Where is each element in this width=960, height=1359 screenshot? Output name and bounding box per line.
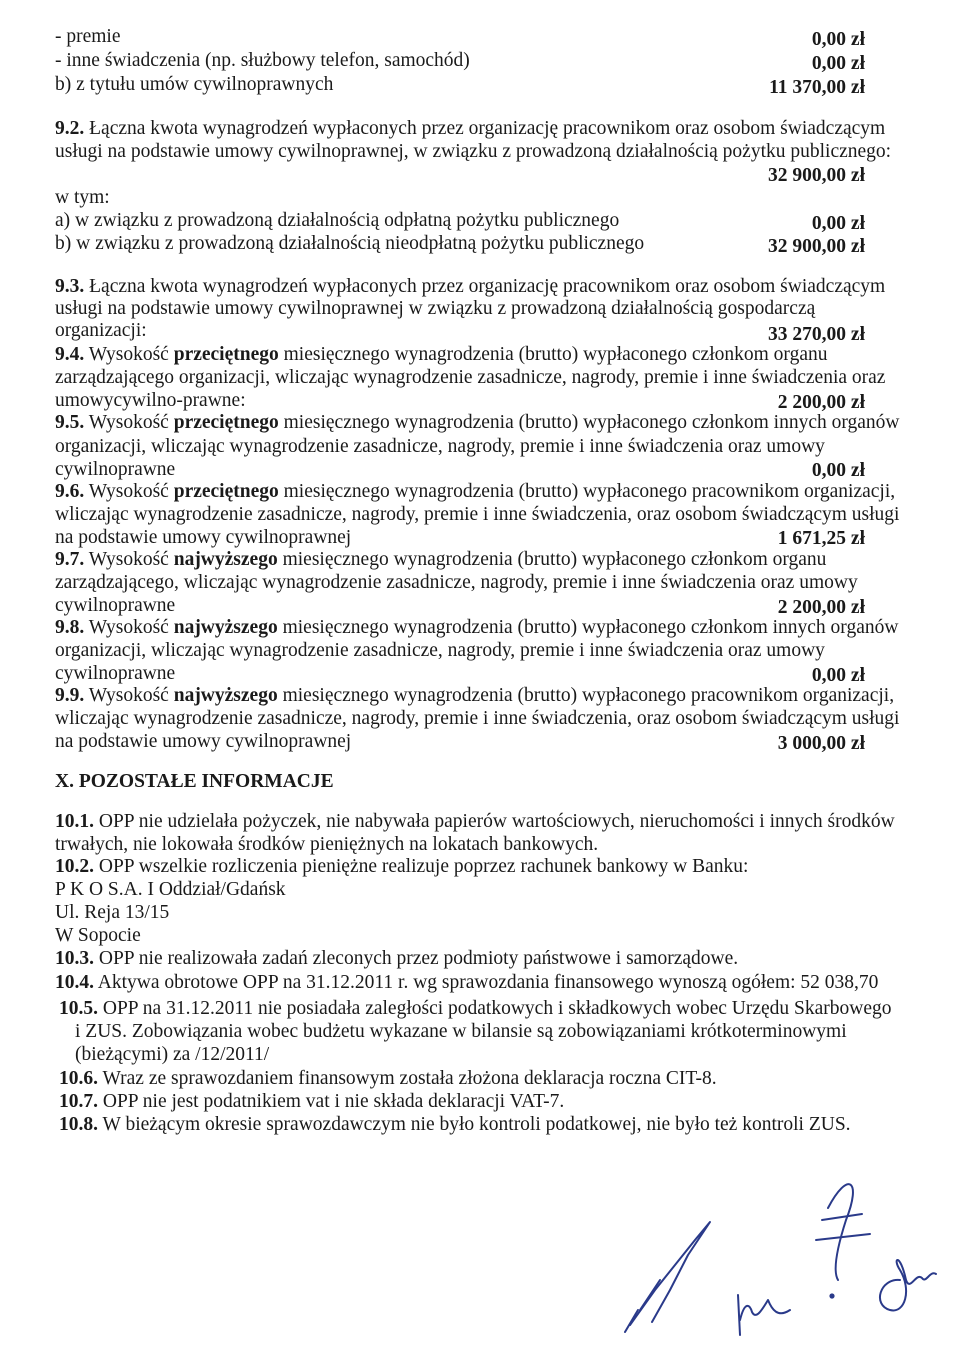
emphasis: przeciętnego (173, 481, 279, 502)
p10-5-line-1 (59, 998, 892, 1020)
section-9-4-amount: 2 200,00 zł (777, 392, 865, 413)
emphasis: najwyższego (173, 685, 278, 706)
text: miesięcznego wynagrodzenia (brutto) wypłaconego członkom organu (278, 344, 828, 365)
p10-5-line-3: (bieżącymi) za /12/2011/ (75, 1044, 270, 1065)
signature-stroke-9 (880, 1260, 936, 1310)
section-9-5-amount: 0,00 zł (811, 460, 865, 481)
signature-stroke-2 (640, 1280, 660, 1310)
section-number: 10.2. (55, 856, 94, 877)
section-number: 9.8. (55, 617, 85, 638)
section-9-2-a-label: a) w związku z prowadzoną działalnością odpłatną pożytku publicznego (55, 210, 620, 231)
section-x-heading: X. POZOSTAŁE INFORMACJE (55, 771, 334, 792)
section-9-3-line-3: organizacji: (55, 320, 147, 341)
section-9-9-line-2: wliczając wynagrodzenie zasadnicze, nagrody, premie i inne świadczenia, oraz osobom świadczącym usługi (55, 708, 900, 729)
section-number: 9.9. (55, 685, 85, 706)
p10-4 (55, 972, 878, 994)
text: OPP na 31.12.2011 nie posiadała zaległości podatkowych i składkowych wobec Urzędu Skarbowego (98, 998, 892, 1019)
umowy-cywilnoprawne-amount: 11 370,00 zł (769, 77, 865, 98)
text: miesięcznego wynagrodzenia (brutto) wypłaconego pracownikom organizacji, (278, 481, 896, 502)
p10-3 (55, 948, 738, 970)
section-9-6-line-3: na podstawie umowy cywilnoprawnej (55, 527, 352, 548)
text: miesięcznego wynagrodzenia (brutto) wypłaconego członkom organu (277, 549, 827, 570)
text: Wraz ze sprawozdaniem finansowym została złożona deklaracja roczna CIT-8. (98, 1068, 717, 1089)
text: Wysokość (84, 549, 174, 570)
section-number: 9.5. (55, 412, 85, 433)
section-9-5-line-1 (55, 412, 900, 434)
section-number: 9.7. (55, 549, 85, 570)
bank-street: Ul. Reja 13/15 (55, 902, 170, 923)
signature-stroke-5 (738, 1295, 740, 1335)
section-9-8-amount: 0,00 zł (811, 665, 865, 686)
section-9-6-line-2: wliczając wynagrodzenie zasadnicze, nagrody, premie i inne świadczenia, oraz osobom świadczącym usługi (55, 504, 900, 525)
p10-1-line-1 (55, 811, 895, 833)
umowy-cywilnoprawne-label: b) z tytułu umów cywilnoprawnych (55, 74, 334, 95)
premie-amount: 0,00 zł (811, 29, 865, 50)
section-9-5-line-2: organizacji, wliczając wynagrodzenie zasadnicze, nagrody, premie i inne świadczenia oraz umowy (55, 436, 825, 457)
signature-stroke-8 (816, 1234, 870, 1240)
text: Wysokość (84, 412, 174, 433)
section-9-8-line-1 (55, 617, 898, 639)
section-number: 9.6. (55, 481, 85, 502)
text: W bieżącym okresie sprawozdawczym nie było kontroli podatkowej, nie było też kontroli ZUS. (98, 1114, 851, 1135)
section-number: 10.4. (55, 972, 94, 993)
text: Wysokość (84, 344, 174, 365)
section-9-6-line-1 (55, 481, 895, 503)
inne-swiadczenia-amount: 0,00 zł (811, 53, 865, 74)
handwritten-signatures (600, 1160, 940, 1350)
text: OPP nie realizowała zadań zleconych przez podmioty państwowe i samorządowe. (94, 948, 739, 969)
signature-dot (830, 1294, 833, 1297)
section-9-2-b-amount: 32 900,00 zł (768, 236, 865, 257)
section-9-9-amount: 3 000,00 zł (777, 733, 865, 754)
p10-5-line-2: i ZUS. Zobowiązania wobec budżetu wykazane w bilansie są zobowiązaniami krótkoterminowymi (75, 1021, 847, 1042)
text: miesięcznego wynagrodzenia (brutto) wypłaconego członkom innych organów (277, 617, 899, 638)
text: Łączna kwota wynagrodzeń wypłaconych przez organizację pracownikom oraz osobom świadczącym (84, 276, 886, 297)
section-number: 10.7. (59, 1091, 98, 1112)
section-number: 10.1. (55, 811, 94, 832)
section-9-2-wtym: w tym: (55, 187, 110, 208)
signature-stroke-3 (625, 1310, 638, 1332)
signature-stroke-4 (740, 1300, 790, 1320)
section-9-9-line-3: na podstawie umowy cywilnoprawnej (55, 731, 352, 752)
section-9-3-amount: 33 270,00 zł (768, 324, 865, 345)
section-9-7-amount: 2 200,00 zł (777, 597, 865, 618)
bank-city: W Sopocie (55, 925, 141, 946)
section-9-5-line-3: cywilnoprawne (55, 459, 176, 480)
text: OPP wszelkie rozliczenia pieniężne realizuje poprzez rachunek bankowy w Banku: (94, 856, 749, 877)
section-9-3-line-2: usługi na podstawie umowy cywilnoprawnej w związku z prowadzoną działalnością gospodarczą (55, 298, 816, 319)
section-number: 10.5. (59, 998, 98, 1019)
text: miesięcznego wynagrodzenia (brutto) wypłaconego członkom innych organów (278, 412, 900, 433)
section-9-7-line-3: cywilnoprawne (55, 595, 176, 616)
text: Łączna kwota wynagrodzeń wypłaconych przez organizację pracownikom oraz osobom świadczącym (84, 118, 886, 139)
section-9-4-line-3: umowycywilno-prawne: (55, 390, 246, 411)
section-9-2-amount: 32 900,00 zł (768, 165, 865, 186)
emphasis: najwyższego (173, 549, 278, 570)
section-9-6-amount: 1 671,25 zł (777, 528, 865, 549)
section-9-4-line-1 (55, 344, 827, 366)
section-9-8-line-3: cywilnoprawne (55, 663, 176, 684)
p10-1-line-2: trwałych, nie lokowała środków pieniężnych na lokatach bankowych. (55, 834, 599, 855)
p10-6 (59, 1068, 717, 1090)
section-9-7-line-2: zarządzającego, wliczając wynagrodzenie zasadnicze, nagrody, premie i inne świadczenia oraz umowy (55, 572, 858, 593)
signature-stroke-7 (822, 1214, 862, 1220)
text: Aktywa obrotowe OPP na 31.12.2011 r. wg sprawozdania finansowego wynoszą ogółem: 52 038,70 (94, 972, 879, 993)
text: OPP nie jest podatnikiem vat i nie składa deklaracji VAT-7. (98, 1091, 565, 1112)
bank-name: P K O S.A. I Oddział/Gdańsk (55, 879, 286, 900)
emphasis: przeciętnego (173, 412, 279, 433)
premie-label: - premie (55, 26, 121, 47)
emphasis: przeciętnego (173, 344, 279, 365)
section-9-8-line-2: organizacji, wliczając wynagrodzenie zasadnicze, nagrody, premie i inne świadczenia oraz umowy (55, 640, 825, 661)
text: Wysokość (84, 685, 174, 706)
section-9-2-line-2: usługi na podstawie umowy cywilnoprawnej, w związku z prowadzoną działalnością pożytku publicznego: (55, 141, 892, 162)
section-9-3-line-1 (55, 276, 885, 298)
p10-8 (59, 1114, 851, 1136)
section-number: 10.8. (59, 1114, 98, 1135)
text: miesięcznego wynagrodzenia (brutto) wypłaconego pracownikom organizacji, (277, 685, 895, 706)
p10-7 (59, 1091, 564, 1113)
inne-swiadczenia-label: - inne świadczenia (np. służbowy telefon, samochód) (55, 50, 470, 71)
text: OPP nie udzielała pożyczek, nie nabywała papierów wartościowych, nieruchomości i innych środków (94, 811, 895, 832)
section-9-2-a-amount: 0,00 zł (811, 213, 865, 234)
section-9-2-b-label: b) w związku z prowadzoną działalnością nieodpłatną pożytku publicznego (55, 233, 645, 254)
text: Wysokość (84, 481, 174, 502)
p10-2-line-1 (55, 856, 748, 878)
emphasis: najwyższego (173, 617, 278, 638)
section-number: 9.3. (55, 276, 85, 297)
signature-stroke-6 (828, 1184, 853, 1280)
section-9-9-line-1 (55, 685, 894, 707)
section-9-4-line-2: zarządzającego organizacji, wliczając wynagrodzenie zasadnicze, nagrody, premie i inne świadczenia oraz (55, 367, 886, 388)
section-9-2-line-1 (55, 118, 885, 140)
section-9-7-line-1 (55, 549, 826, 571)
section-number: 10.6. (59, 1068, 98, 1089)
section-number: 10.3. (55, 948, 94, 969)
text: Wysokość (84, 617, 174, 638)
section-number: 9.4. (55, 344, 85, 365)
signature-stroke-1 (630, 1222, 710, 1325)
section-number: 9.2. (55, 118, 85, 139)
